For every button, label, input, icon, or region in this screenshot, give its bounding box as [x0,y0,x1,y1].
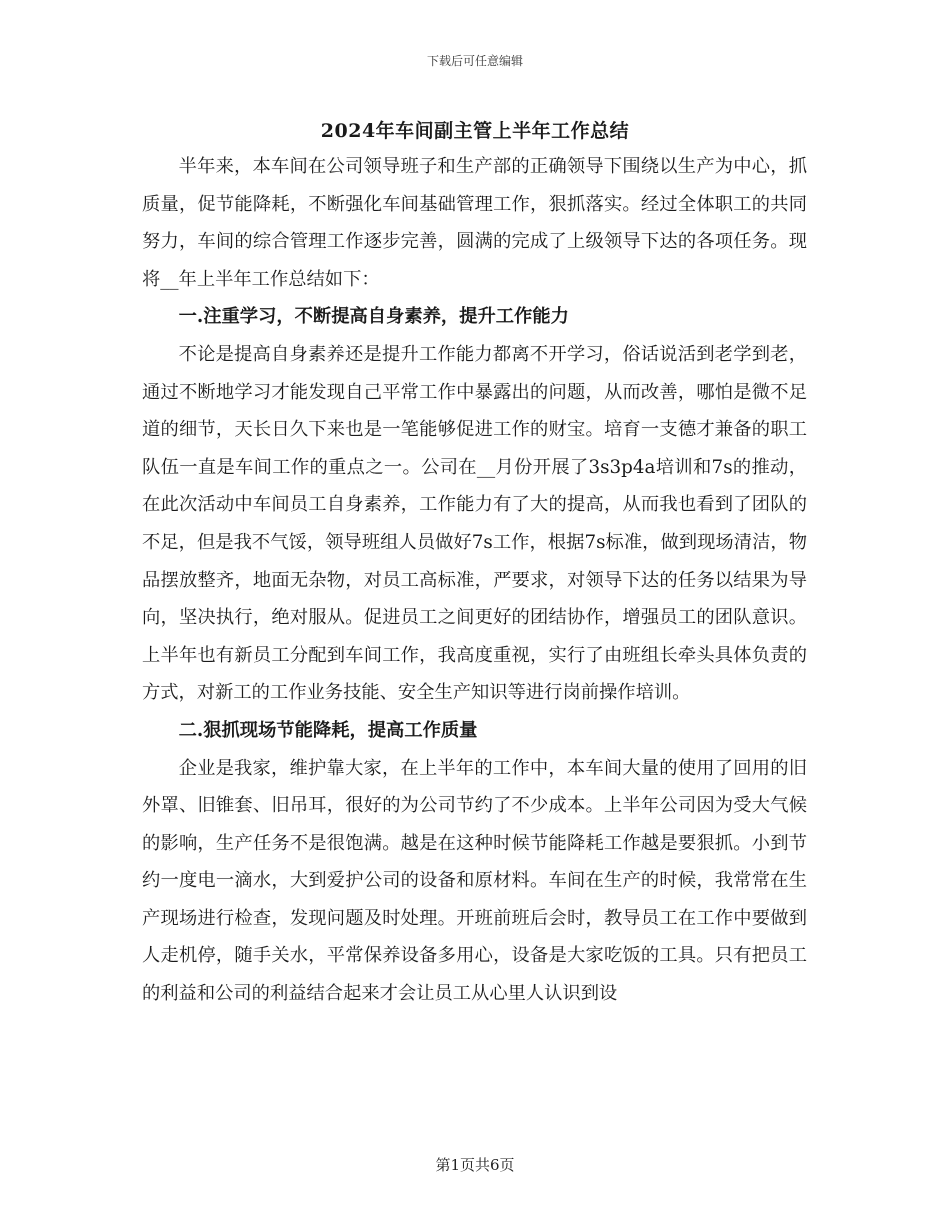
page-number-footer: 第1页共6页 [435,1156,515,1174]
section-2-paragraph: 企业是我家，维护靠大家，在上半年的工作中，本车间大量的使用了回用的旧外罩、旧锥套、旧吊耳，很好的为公司节约了不少成本。上半年公司因为受大气候的影响，生产任务不是很饱满。越是在这种时候节能降耗工作越是要狠抓。小到节约一度电一滴水，大到爱护公司的设备和原材料。车间在生产的时候，我常常在生产现场进行检查，发现问题及时处理。开班前班后会时，教导员工在工作中要做到人走机停，随手关水，平常保养设备多用心，设备是大家吃饭的工具。只有把员工的利益和公司的利益结合起来才会让员工从心里人认识到设 [142,757,807,1005]
document-title: 2024年车间副主管上半年工作总结 [320,120,630,142]
document-body [142,148,807,1013]
section-heading-2: 二.狠抓现场节能降耗，提高工作质量 [178,719,478,741]
intro-paragraph: 半年来，本车间在公司领导班子和生产部的正确领导下围绕以生产为中心，抓质量，促节能降耗，不断强化车间基础管理工作，狠抓落实。经过全体职工的共同努力，车间的综合管理工作逐步完善，圆满的完成了上级领导下达的各项任务。现将__年上半年工作总结如下： [142,156,807,290]
header-note: 下载后可任意编辑 [426,54,523,68]
section-heading-1: 一.注重学习，不断提高自身素养，提升工作能力 [178,306,569,328]
section-1-paragraph: 不论是提高自身素养还是提升工作能力都离不开学习，俗话说活到老学到老，通过不断地学习才能发现自己平常工作中暴露出的问题，从而改善，哪怕是微不足道的细节，天长日久下来也是一笔能够促进工作的财宝。培育一支德才兼备的职工队伍一直是车间工作的重点之一。公司在__月份开展了3s3p4a培训和7s的推动，在此次活动中车间员工自身素养，工作能力有了大的提高，从而我也看到了团队的不足，但是我不气馁，领导班组人员做好7s工作，根据7s标准，做到现场清洁，物品摆放整齐，地面无杂物，对员工高标准，严要求，对领导下达的任务以结果为导向，坚决执行，绝对服从。促进员工之间更好的团结协作，增强员工的团队意识。上半年也有新员工分配到车间工作，我高度重视，实行了由班组长牵头具体负责的方式，对新工的工作业务技能、安全生产知识等进行岗前操作培训。 [142,343,807,704]
